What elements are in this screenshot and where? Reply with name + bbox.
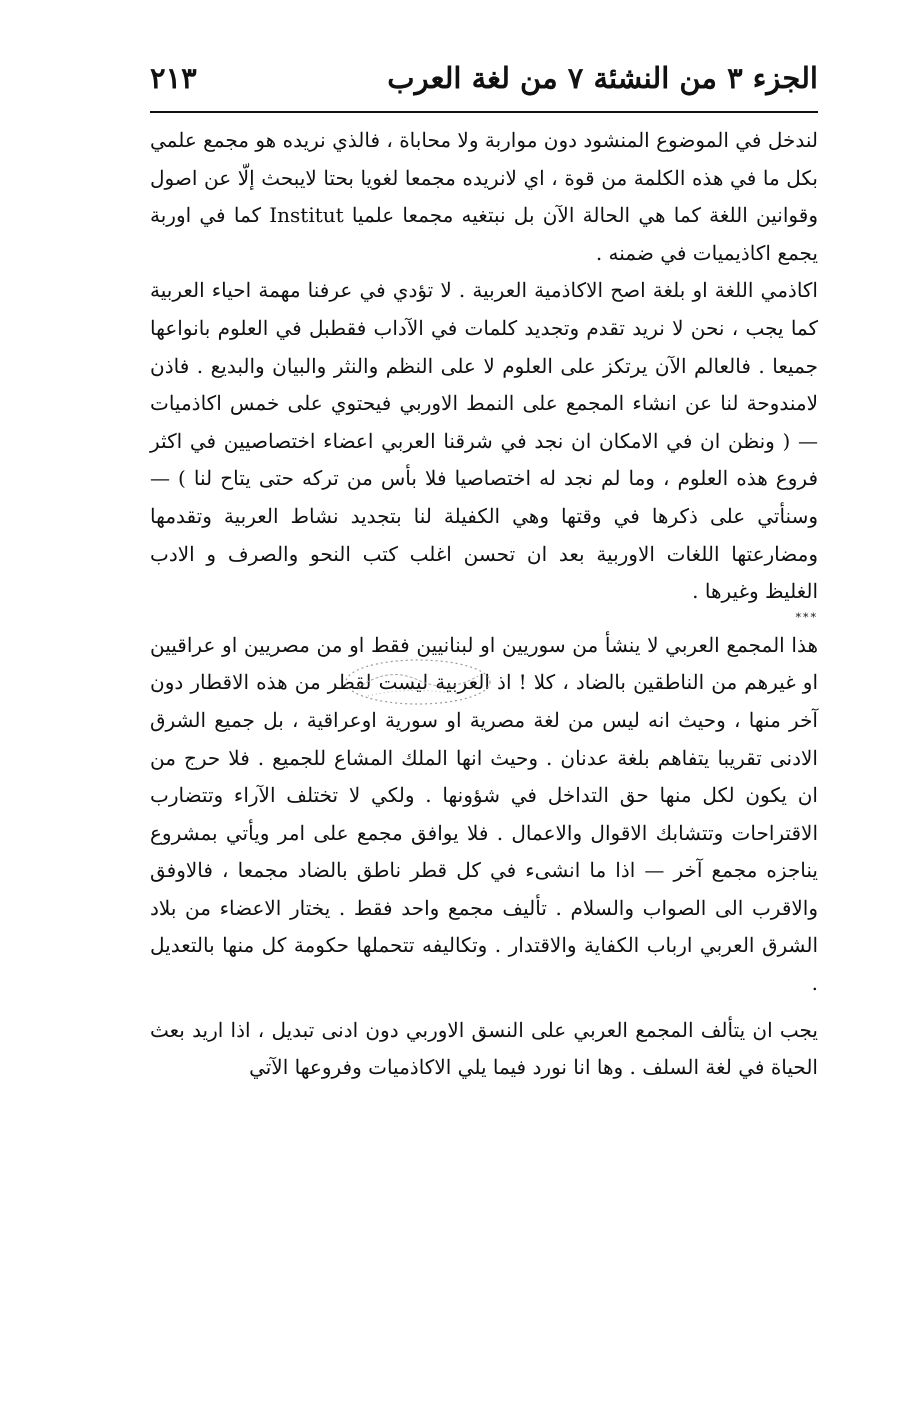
section-separator: *** [795, 610, 818, 624]
header-rule [150, 111, 818, 113]
paragraph-4: يجب ان يتألف المجمع العربي على النسق الاوربي دون ادنى تبديل ، اذا اريد بعث الحياة في لغة السلف . وها انا نورد فيما يلي الاكاذميات وفروعها الآتي [150, 1017, 818, 1080]
page-header [150, 52, 818, 104]
page-number: ٢١٣ [150, 61, 197, 95]
paragraph-2: اكاذمي اللغة او بلغة اصح الاكاذمية العربية . لا تؤدي في عرفنا مهمة احياء العربية كما يجب ، نحن لا نريد تقدم وتجديد كلمات في الآداب فقطبل في العلوم بانواعها جميعا . فالعالم الآن يرتكز على العلوم لا على النظم والنثر والبيان والبديع . فاذن لامندوحة لنا عن انشاء المجمع على النمط الاوربي فيحتوي على خمس اكاذميات — ( ونظن ان في الامكان ان نجد في شرقنا العربي اعضاء اختصاصيين في اكثر فروع هذه العلوم ، وما لم نجد له اختصاصيا فلا بأس من تركه حتى يتاح لنا ) — وسنأتي على ذكرها في وقتها وهي الكفيلة لنا بتجديد نشاط العربية وتقدمها ومضارعتها اللغات الاوربية بعد ان تحسن اغلب كتب النحو والصرف و الادب الغليظ وغيرها . [150, 278, 818, 604]
paragraph-1: لندخل في الموضوع المنشود دون مواربة ولا محاباة ، فالذي نريده هو مجمع علمي بكل ما في هذه الكلمة من قوة ، اي لانريده مجمعا لغويا بحتا لايبحث إلّا عن اصول وقوانين اللغة كما هي الحالة الآن بل نبتغيه مجمعا علميا Institut كما في اوربة يجمع اكاذيميات في ضمنه . [150, 128, 818, 265]
running-title: الجزء ٣ من النشئة ٧ من لغة العرب [387, 61, 818, 95]
article-body [150, 122, 818, 1087]
paragraph-3: هذا المجمع العربي لا ينشأ من سوريين او لبنانيين فقط او من مصريين او عراقيين او غيرهم من الناطقين بالضاد ، كلا ! اذ العربية ليست لقطر من هذه الاقطار دون آخر منها ، وحيث انه ليس من لغة مصرية او سورية اوعراقية ، بل جميع الشرق الادنى تقريبا يتفاهم بلغة عدنان . وحيث انها الملك المشاع للجميع . فلا حرج من ان يكون لكل منها حق التداخل في شؤونها . ولكي لا تختلف الآراء وتتضارب الاقتراحات وتتشابك الاقوال والاعمال . فلا يوافق مجمع على امر ويأتي بمشروع يناجزه مجمع آخر — اذا ما انشىء في كل قطر ناطق بالضاد مجمعا ، فالاوفق والاقرب الى الصواب والسلام . تأليف مجمع واحد فقط . يختار الاعضاء من بلاد الشرق العربي ارباب الكفاية والاقتدار . وتكاليفه تتحملها حكومة كل منها بالتعديل . [150, 632, 819, 996]
